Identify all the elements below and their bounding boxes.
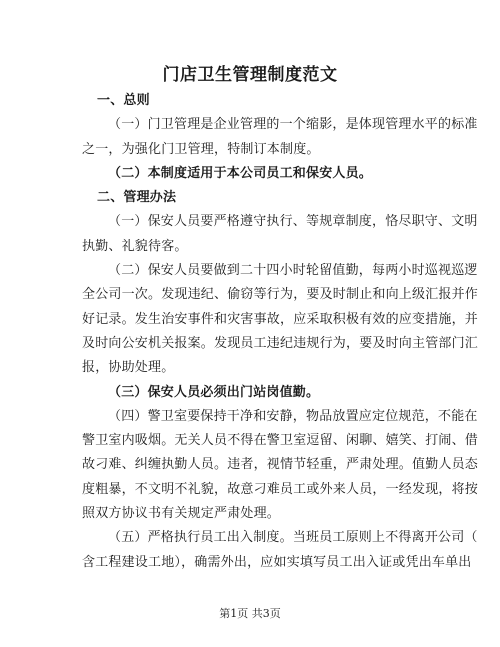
paragraph-line: 之一，为强化门卫管理，特制订本制度。 xyxy=(82,141,320,157)
paragraph-line: 度粗暴，不文明不礼貌，故意刁难员工或外来人员，一经发现，将按 xyxy=(82,481,479,497)
paragraph-line: （二）保安人员要做到二十四小时轮留值勤，每两小时巡视巡逻 xyxy=(108,263,478,279)
paragraph-line: 含工程建设工地），确需外出，应如实填写员工出入证或凭出车单出 xyxy=(82,554,472,570)
paragraph-line: 及时向公安机关报案。发现员工违纪违规行为，要及时向主管部门汇 xyxy=(82,335,479,351)
paragraph-line: 全公司一次。发现违纪、偷窃等行为，要及时制止和向上级汇报并作 xyxy=(82,287,479,303)
document-body xyxy=(82,89,479,575)
paragraph-line: 报，协助处理。 xyxy=(82,360,175,376)
paragraph-line: （三）保安人员必须出门站岗值勤。 xyxy=(108,384,320,400)
paragraph-line: （一）门卫管理是企业管理的一个缩影，是体现管理水平的标准 xyxy=(108,117,478,133)
document-title: 门店卫生管理制度范文 xyxy=(162,65,338,85)
section-heading: 一、总则 xyxy=(97,93,150,108)
page-footer: 第1页 共3页 xyxy=(219,607,281,620)
paragraph-line: （四）警卫室要保持干净和安静，物品放置应定位规范，不能在 xyxy=(108,408,478,424)
paragraph-line: （五）严格执行员工出入制度。当班员工原则上不得离开公司（ xyxy=(108,530,478,546)
paragraph-line: （一）保安人员要严格遵守执行、等规章制度，恪尽职守、文明 xyxy=(108,214,478,230)
section-heading: 二、管理办法 xyxy=(97,190,177,206)
paragraph-line: 执勤、礼貌待客。 xyxy=(82,238,188,254)
paragraph-line: 好记录。发生治安事件和灾害事故，应采取积极有效的应变措施，并 xyxy=(82,311,479,327)
paragraph-line: 故刁难、纠缠执勤人员。违者，视情节轻重，严肃处理。值勤人员态 xyxy=(82,457,479,473)
paragraph-line: （二）本制度适用于本公司员工和保安人员。 xyxy=(108,165,373,181)
paragraph-line: 照双方协议书有关规定严肃处理。 xyxy=(82,506,281,522)
paragraph-line: 警卫室内吸烟。无关人员不得在警卫室逗留、闲聊、嬉笑、打闹、借 xyxy=(82,433,479,449)
